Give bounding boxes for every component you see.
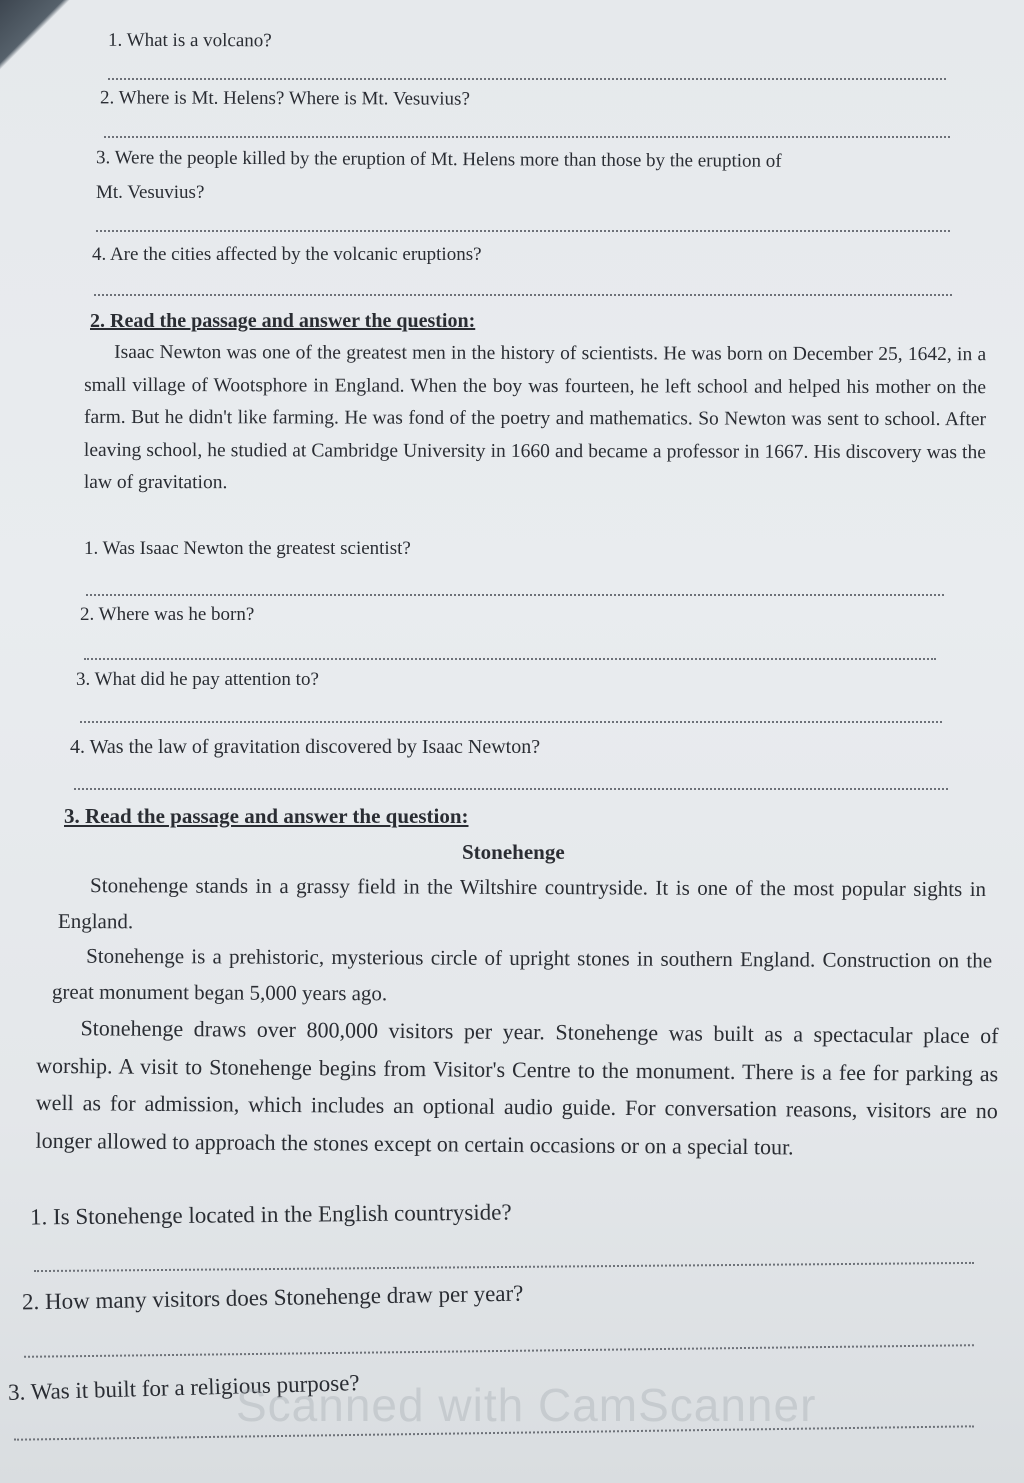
- s1-question-3-cont: Mt. Vesuvius?: [96, 182, 205, 203]
- s2-question-1: 1. Was Isaac Newton the greatest scientist?: [84, 538, 411, 559]
- s3-question-2: 2. How many visitors does Stonehenge draw per year?: [21, 1280, 524, 1315]
- answer-line[interactable]: [80, 721, 942, 723]
- s2-question-4: 4. Was the law of gravitation discovered by Isaac Newton?: [70, 736, 541, 758]
- newton-passage: Isaac Newton was one of the greatest men in the history of scientists. He was born on December 25, 1642, in a small village of Wootsphore in England. When the boy was fourteen, he left school and helped his mother on the farm. But he didn't like farming. He was fond of the poetry and mathematics. So Newton was sent to school. After leaving school, he studied at Cambridge University in 1660 and became a professor in 1667. His discovery was the law of gravitation.: [83, 341, 987, 494]
- answer-line[interactable]: [96, 230, 950, 232]
- answer-line[interactable]: [84, 658, 936, 660]
- scanner-watermark: Scanned with CamScanner: [236, 1379, 817, 1431]
- page-shadow: [0, 0, 70, 70]
- s1-question-4: 4. Are the cities affected by the volcanic eruptions?: [92, 244, 482, 265]
- s1-question-1: 1. What is a volcano?: [107, 29, 272, 52]
- s1-question-2: 2. Where is Mt. Helens? Where is Mt. Vesuvius?: [99, 87, 470, 110]
- s2-question-2: 2. Where was he born?: [80, 604, 255, 625]
- answer-line[interactable]: [104, 136, 950, 138]
- answer-line[interactable]: [34, 1262, 974, 1272]
- s2-question-3: 3. What did he pay attention to?: [76, 669, 319, 690]
- stonehenge-paragraph-2: Stonehenge is a prehistoric, mysterious circle of upright stones in southern England. Construction on the great monument began 5,000 years ago.: [51, 943, 993, 1005]
- stonehenge-paragraph-3: Stonehenge draws over 800,000 visitors per year. Stonehenge was built as a spectacular place of worship. A visit to Stonehenge begins from Visitor's Centre to the monument. There is a fee for parking as well as for admission, which includes an optional audio guide. For conversation reasons, visitors are no longer allowed to approach the stones except on certain occasions or on a special tour.: [35, 1015, 999, 1159]
- answer-line[interactable]: [108, 78, 946, 80]
- section-3-heading: 3. Read the passage and answer the question:: [64, 804, 469, 828]
- answer-line[interactable]: [86, 594, 944, 596]
- stonehenge-paragraph-1: Stonehenge stands in a grassy field in the Wiltshire countryside. It is one of the most popular sights in England.: [57, 873, 987, 933]
- answer-line[interactable]: [94, 294, 952, 296]
- s1-question-3: 3. Were the people killed by the eruption of Mt. Helens more than those by the eruption of: [95, 147, 782, 172]
- answer-line[interactable]: [74, 788, 948, 790]
- answer-line[interactable]: [24, 1344, 974, 1358]
- section-2-heading: 2. Read the passage and answer the question:: [90, 310, 476, 332]
- s3-question-3: 3. Was it built for a religious purpose?: [7, 1370, 360, 1405]
- passage-title: Stonehenge: [462, 840, 565, 864]
- s3-question-1: 1. Is Stonehenge located in the English countryside?: [29, 1199, 512, 1230]
